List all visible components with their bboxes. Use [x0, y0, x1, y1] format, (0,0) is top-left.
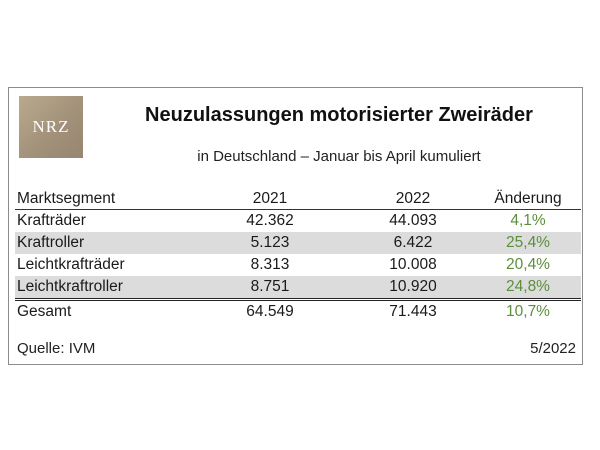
row-change: 24,8%	[506, 278, 550, 295]
row-value-2022: 6.422	[393, 234, 433, 251]
table-total-row	[15, 298, 581, 320]
row-segment: Leichtkraftroller	[17, 278, 123, 295]
row-segment: Leichtkrafträder	[17, 256, 125, 273]
table-row	[15, 210, 581, 232]
row-segment: Kraftroller	[17, 234, 85, 251]
info-card	[8, 87, 583, 365]
table-header-row	[15, 188, 581, 210]
table-row	[15, 232, 581, 254]
header-segment: Marktsegment	[17, 190, 116, 207]
row-value-2021: 8.313	[250, 256, 290, 273]
nrz-logo	[19, 96, 83, 158]
table-row	[15, 254, 581, 276]
row-change: 20,4%	[506, 256, 550, 273]
total-value-2022: 71.443	[389, 303, 437, 320]
row-value-2022: 10.920	[389, 278, 437, 295]
source-note: Quelle: IVM	[17, 340, 96, 357]
total-change: 10,7%	[506, 303, 550, 320]
row-value-2021: 42.362	[246, 212, 294, 229]
table-row	[15, 276, 581, 298]
header-2022: 2022	[395, 190, 431, 207]
page-title: Neuzulassungen motorisierter Zweiräder	[145, 104, 533, 126]
logo-text: NRZ	[32, 117, 70, 136]
row-value-2021: 8.751	[250, 278, 290, 295]
row-change: 25,4%	[506, 234, 550, 251]
row-value-2022: 10.008	[389, 256, 437, 273]
row-value-2022: 44.093	[389, 212, 437, 229]
row-value-2021: 5.123	[250, 234, 290, 251]
total-segment: Gesamt	[17, 303, 72, 320]
date-note: 5/2022	[530, 340, 576, 357]
total-value-2021: 64.549	[246, 303, 294, 320]
registrations-table	[15, 188, 581, 320]
page-subtitle: in Deutschland – Januar bis April kumuliert	[197, 148, 481, 165]
header-change: Änderung	[494, 190, 562, 207]
header-2021: 2021	[252, 190, 288, 207]
row-change: 4,1%	[510, 212, 546, 229]
row-segment: Krafträder	[17, 212, 86, 229]
